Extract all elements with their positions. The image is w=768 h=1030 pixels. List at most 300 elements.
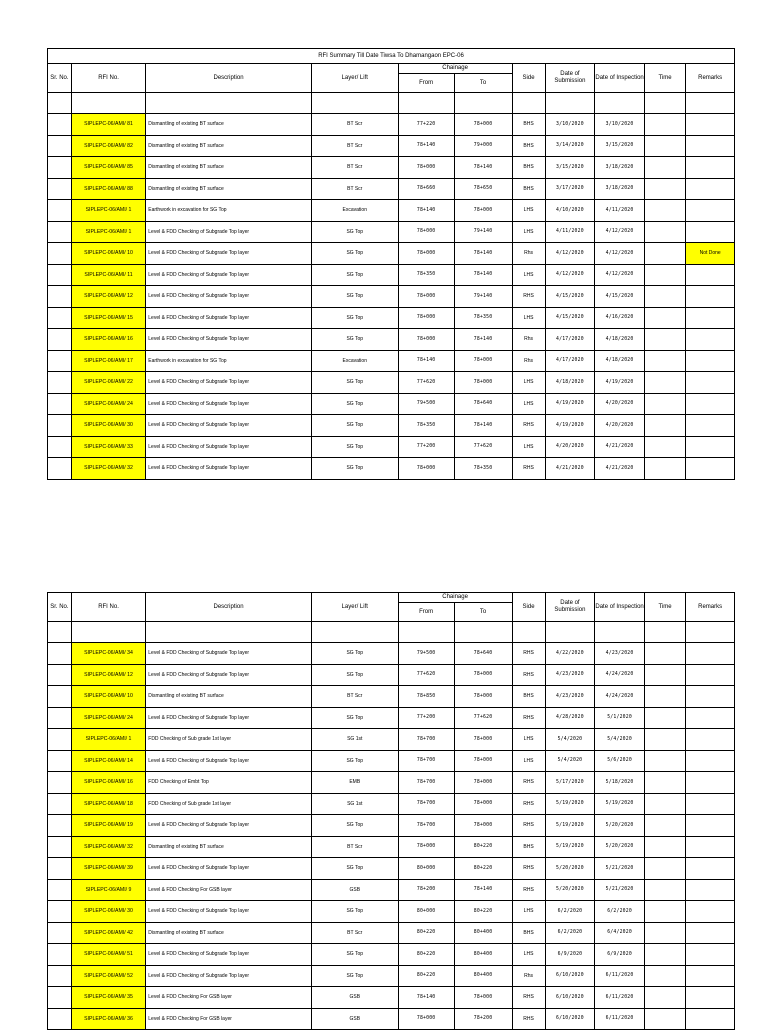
cell-rfi-no: SIPLEPC-06/AMI/ 85 xyxy=(71,157,145,179)
cell-description: Level & FDD Checking of Subgrade Top layer xyxy=(146,329,312,351)
cell-chainage-to: 78+000 xyxy=(454,114,512,136)
cell-side: Rhs xyxy=(512,350,545,372)
cell-chainage-from: 77+200 xyxy=(398,436,454,458)
cell-remarks xyxy=(686,264,735,286)
cell-chainage-from: 77+620 xyxy=(398,664,454,686)
header-remarks: Remarks xyxy=(686,593,735,622)
table-row xyxy=(48,879,735,901)
cell-date-inspection: 4/15/2020 xyxy=(595,286,645,308)
cell-date-inspection: 6/11/2020 xyxy=(595,1008,645,1030)
cell-sr-no xyxy=(48,157,72,179)
cell-rfi-no: SIPLEPC-06/AMI/ 33 xyxy=(71,436,145,458)
cell-chainage-to: 78+000 xyxy=(454,686,512,708)
cell-date-inspection: 4/24/2020 xyxy=(595,686,645,708)
cell-remarks xyxy=(686,729,735,751)
table-row xyxy=(48,286,735,308)
header-to: To xyxy=(454,74,512,93)
cell-layer: SG Top xyxy=(311,415,398,437)
cell-time xyxy=(644,436,685,458)
cell-date-inspection: 5/21/2020 xyxy=(595,879,645,901)
cell-description: Level & FDD Checking of Subgrade Top layer xyxy=(146,221,312,243)
cell-layer: SG 1st xyxy=(311,729,398,751)
cell-side: LHS xyxy=(512,944,545,966)
cell-side: Rhs xyxy=(512,329,545,351)
cell-date-inspection: 4/23/2020 xyxy=(595,643,645,665)
table-row xyxy=(48,686,735,708)
cell-time xyxy=(644,458,685,480)
cell-remarks xyxy=(686,436,735,458)
cell-rfi-no: SIPLEPC-06/AMI/ 17 xyxy=(71,350,145,372)
cell-date-submission: 4/22/2020 xyxy=(545,643,595,665)
cell-chainage-from: 78+000 xyxy=(398,458,454,480)
cell-remarks xyxy=(686,815,735,837)
cell-time xyxy=(644,415,685,437)
cell-chainage-from: 79+500 xyxy=(398,643,454,665)
cell-date-inspection: 5/4/2020 xyxy=(595,729,645,751)
cell-date-submission: 4/21/2020 xyxy=(545,458,595,480)
cell-chainage-to: 78+000 xyxy=(454,750,512,772)
cell-description: Level & FDD Checking of Subgrade Top layer xyxy=(146,901,312,923)
cell-layer: Excavation xyxy=(311,350,398,372)
cell-chainage-to: 78+140 xyxy=(454,329,512,351)
table-row xyxy=(48,836,735,858)
cell-side: LHS xyxy=(512,307,545,329)
cell-chainage-from: 78+000 xyxy=(398,221,454,243)
title-row xyxy=(48,49,735,64)
cell-remarks xyxy=(686,372,735,394)
cell-chainage-from: 78+850 xyxy=(398,686,454,708)
cell-remarks xyxy=(686,157,735,179)
cell-date-submission: 4/19/2020 xyxy=(545,415,595,437)
cell-date-inspection: 3/18/2020 xyxy=(595,157,645,179)
cell-chainage-from: 78+700 xyxy=(398,793,454,815)
cell-remarks xyxy=(686,965,735,987)
table-row xyxy=(48,772,735,794)
cell-description: Level & FDD Checking of Subgrade Top layer xyxy=(146,944,312,966)
cell-date-submission: 4/17/2020 xyxy=(545,350,595,372)
header-date-submission: Date of Submission xyxy=(545,593,595,622)
cell-rfi-no: SIPLEPC-06/AMI/ 82 xyxy=(71,135,145,157)
cell-sr-no xyxy=(48,307,72,329)
cell-sr-no xyxy=(48,944,72,966)
cell-side: Rhs xyxy=(512,965,545,987)
cell-rfi-no: SIPLEPC-06/AMI/ 32 xyxy=(71,458,145,480)
cell-date-submission: 4/23/2020 xyxy=(545,686,595,708)
cell-description: Level & FDD Checking of Subgrade Top layer xyxy=(146,243,312,265)
table-row xyxy=(48,922,735,944)
cell-side: LHS xyxy=(512,200,545,222)
cell-chainage-to: 79+140 xyxy=(454,221,512,243)
cell-layer: SG Top xyxy=(311,436,398,458)
cell-description: Level & FDD Checking of Subgrade Top layer xyxy=(146,643,312,665)
cell-description: Level & FDD Checking of Subgrade Top layer xyxy=(146,815,312,837)
cell-rfi-no: SIPLEPC-06/AMI/ 34 xyxy=(71,643,145,665)
cell-rfi-no: SIPLEPC-06/AMI/ 52 xyxy=(71,965,145,987)
cell-sr-no xyxy=(48,178,72,200)
spacer-row xyxy=(48,93,735,114)
cell-remarks xyxy=(686,307,735,329)
cell-remarks xyxy=(686,393,735,415)
cell-date-inspection: 4/21/2020 xyxy=(595,458,645,480)
header-chainage: Chainage xyxy=(398,64,512,74)
cell-chainage-from: 78+000 xyxy=(398,157,454,179)
cell-chainage-to: 78+640 xyxy=(454,643,512,665)
cell-remarks xyxy=(686,944,735,966)
cell-side: RHS xyxy=(512,643,545,665)
cell-chainage-from: 80+000 xyxy=(398,858,454,880)
table-row xyxy=(48,987,735,1009)
cell-chainage-from: 78+700 xyxy=(398,729,454,751)
header-date-inspection: Date of Inspection xyxy=(595,64,645,93)
cell-chainage-from: 80+220 xyxy=(398,922,454,944)
cell-description: Dismantling of existing BT surface xyxy=(146,114,312,136)
table-row xyxy=(48,944,735,966)
cell-sr-no xyxy=(48,987,72,1009)
cell-rfi-no: SIPLEPC-06/AMI/ 24 xyxy=(71,393,145,415)
header-side: Side xyxy=(512,593,545,622)
cell-time xyxy=(644,772,685,794)
cell-date-submission: 5/19/2020 xyxy=(545,793,595,815)
cell-date-submission: 4/28/2020 xyxy=(545,707,595,729)
cell-chainage-to: 78+000 xyxy=(454,729,512,751)
cell-time xyxy=(644,686,685,708)
cell-layer: SG Top xyxy=(311,643,398,665)
cell-side: LHS xyxy=(512,901,545,923)
cell-chainage-to: 78+350 xyxy=(454,458,512,480)
cell-date-submission: 5/20/2020 xyxy=(545,879,595,901)
cell-date-inspection: 4/21/2020 xyxy=(595,436,645,458)
cell-date-inspection: 6/4/2020 xyxy=(595,922,645,944)
table-row xyxy=(48,372,735,394)
cell-date-submission: 4/15/2020 xyxy=(545,307,595,329)
table-row xyxy=(48,458,735,480)
cell-date-submission: 4/18/2020 xyxy=(545,372,595,394)
cell-layer: BT Scr xyxy=(311,686,398,708)
table-row xyxy=(48,307,735,329)
cell-description: Dismantling of existing BT surface xyxy=(146,836,312,858)
cell-date-submission: 5/19/2020 xyxy=(545,815,595,837)
cell-side: RHS xyxy=(512,858,545,880)
cell-time xyxy=(644,350,685,372)
cell-chainage-from: 80+000 xyxy=(398,901,454,923)
cell-side: RHS xyxy=(512,815,545,837)
table-row xyxy=(48,815,735,837)
cell-remarks xyxy=(686,879,735,901)
cell-date-submission: 4/15/2020 xyxy=(545,286,595,308)
cell-chainage-to: 80+220 xyxy=(454,858,512,880)
cell-date-submission: 6/10/2020 xyxy=(545,965,595,987)
cell-date-inspection: 6/11/2020 xyxy=(595,965,645,987)
header-row xyxy=(48,593,735,603)
cell-side: LHS xyxy=(512,221,545,243)
cell-chainage-from: 80+220 xyxy=(398,965,454,987)
cell-time xyxy=(644,221,685,243)
cell-chainage-to: 78+350 xyxy=(454,307,512,329)
cell-remarks xyxy=(686,686,735,708)
cell-layer: SG Top xyxy=(311,944,398,966)
cell-remarks xyxy=(686,350,735,372)
cell-sr-no xyxy=(48,264,72,286)
cell-chainage-from: 78+200 xyxy=(398,879,454,901)
header-from: From xyxy=(398,74,454,93)
cell-chainage-to: 79+000 xyxy=(454,135,512,157)
cell-layer: SG Top xyxy=(311,965,398,987)
cell-chainage-to: 78+140 xyxy=(454,264,512,286)
cell-layer: SG Top xyxy=(311,393,398,415)
cell-time xyxy=(644,243,685,265)
cell-sr-no xyxy=(48,200,72,222)
cell-date-inspection: 5/1/2020 xyxy=(595,707,645,729)
table-row xyxy=(48,436,735,458)
cell-layer: SG Top xyxy=(311,329,398,351)
cell-description: Dismantling of existing BT surface xyxy=(146,922,312,944)
cell-rfi-no: SIPLEPC-06/AMI/ 10 xyxy=(71,243,145,265)
cell-date-submission: 5/17/2020 xyxy=(545,772,595,794)
cell-chainage-from: 79+500 xyxy=(398,393,454,415)
table-row xyxy=(48,793,735,815)
cell-time xyxy=(644,901,685,923)
cell-layer: BT Scr xyxy=(311,922,398,944)
cell-date-inspection: 4/18/2020 xyxy=(595,329,645,351)
table-row xyxy=(48,858,735,880)
cell-rfi-no: SIPLEPC-06/AMI/ 1 xyxy=(71,200,145,222)
cell-remarks xyxy=(686,458,735,480)
cell-rfi-no: SIPLEPC-06/AMI/ 16 xyxy=(71,329,145,351)
cell-chainage-from: 78+000 xyxy=(398,329,454,351)
cell-description: Level & FDD Checking For GSB layer xyxy=(146,1008,312,1030)
cell-layer: SG Top xyxy=(311,307,398,329)
cell-rfi-no: SIPLEPC-06/AMI/ 18 xyxy=(71,793,145,815)
cell-description: Earthwork in excavation for SG Top xyxy=(146,200,312,222)
header-side: Side xyxy=(512,64,545,93)
cell-rfi-no: SIPLEPC-06/AMI/ 32 xyxy=(71,836,145,858)
table-row xyxy=(48,664,735,686)
table-row xyxy=(48,178,735,200)
cell-description: FDD Checking of Sub grade 1st layer xyxy=(146,729,312,751)
cell-layer: SG Top xyxy=(311,221,398,243)
cell-remarks xyxy=(686,643,735,665)
cell-description: Level & FDD Checking of Subgrade Top layer xyxy=(146,372,312,394)
cell-rfi-no: SIPLEPC-06/AMI/ 30 xyxy=(71,415,145,437)
cell-remarks xyxy=(686,858,735,880)
cell-rfi-no: SIPLEPC-06/AMI/ 42 xyxy=(71,922,145,944)
cell-date-submission: 4/12/2020 xyxy=(545,264,595,286)
cell-description: Level & FDD Checking For GSB layer xyxy=(146,879,312,901)
cell-description: Dismantling of existing BT surface xyxy=(146,686,312,708)
cell-date-submission: 6/10/2020 xyxy=(545,987,595,1009)
cell-sr-no xyxy=(48,965,72,987)
cell-layer: SG Top xyxy=(311,243,398,265)
cell-side: RHS xyxy=(512,772,545,794)
cell-chainage-from: 80+220 xyxy=(398,944,454,966)
cell-description: Dismantling of existing BT surface xyxy=(146,135,312,157)
cell-chainage-from: 78+660 xyxy=(398,178,454,200)
cell-sr-no xyxy=(48,858,72,880)
table-row xyxy=(48,114,735,136)
cell-time xyxy=(644,393,685,415)
cell-date-inspection: 4/18/2020 xyxy=(595,350,645,372)
cell-chainage-to: 80+400 xyxy=(454,944,512,966)
cell-sr-no xyxy=(48,221,72,243)
cell-time xyxy=(644,200,685,222)
cell-remarks xyxy=(686,178,735,200)
header-date-inspection: Date of Inspection xyxy=(595,593,645,622)
cell-description: Level & FDD Checking of Subgrade Top layer xyxy=(146,286,312,308)
table-row xyxy=(48,329,735,351)
table-row xyxy=(48,750,735,772)
cell-chainage-from: 78+000 xyxy=(398,243,454,265)
cell-chainage-to: 78+000 xyxy=(454,372,512,394)
cell-date-inspection: 3/10/2020 xyxy=(595,114,645,136)
cell-side: LHS xyxy=(512,372,545,394)
cell-sr-no xyxy=(48,415,72,437)
cell-remarks xyxy=(686,114,735,136)
cell-chainage-to: 78+140 xyxy=(454,415,512,437)
cell-rfi-no: SIPLEPC-06/AMI/ 36 xyxy=(71,1008,145,1030)
cell-date-submission: 4/23/2020 xyxy=(545,664,595,686)
cell-description: Level & FDD Checking of Subgrade Top layer xyxy=(146,415,312,437)
cell-chainage-to: 78+200 xyxy=(454,1008,512,1030)
cell-layer: GSB xyxy=(311,879,398,901)
table-row xyxy=(48,965,735,987)
cell-rfi-no: SIPLEPC-06/AMI/ 14 xyxy=(71,750,145,772)
cell-time xyxy=(644,965,685,987)
cell-layer: BT Scr xyxy=(311,157,398,179)
table-row xyxy=(48,1008,735,1030)
cell-time xyxy=(644,114,685,136)
cell-side: RHS xyxy=(512,286,545,308)
cell-chainage-to: 80+400 xyxy=(454,965,512,987)
cell-rfi-no: SIPLEPC-06/AMI/ 81 xyxy=(71,114,145,136)
cell-remarks: Not Done xyxy=(686,243,735,265)
cell-description: Level & FDD Checking of Subgrade Top layer xyxy=(146,707,312,729)
cell-date-inspection: 5/18/2020 xyxy=(595,772,645,794)
cell-layer: SG Top xyxy=(311,458,398,480)
cell-rfi-no: SIPLEPC-06/AMI/ 16 xyxy=(71,772,145,794)
cell-sr-no xyxy=(48,664,72,686)
cell-rfi-no: SIPLEPC-06/AMI/ 19 xyxy=(71,815,145,837)
cell-description: Dismantling of existing BT surface xyxy=(146,157,312,179)
cell-time xyxy=(644,922,685,944)
cell-date-submission: 4/11/2020 xyxy=(545,221,595,243)
cell-date-inspection: 4/12/2020 xyxy=(595,243,645,265)
cell-side: LHS xyxy=(512,729,545,751)
header-date-submission: Date of Submission xyxy=(545,64,595,93)
cell-time xyxy=(644,836,685,858)
cell-chainage-to: 78+000 xyxy=(454,200,512,222)
cell-chainage-from: 78+140 xyxy=(398,350,454,372)
cell-chainage-to: 78+000 xyxy=(454,815,512,837)
table-row xyxy=(48,643,735,665)
cell-description: Earthwork in excavation for SG Top xyxy=(146,350,312,372)
rfi-summary-table-1 xyxy=(47,48,735,480)
cell-description: Level & FDD Checking of Subgrade Top layer xyxy=(146,393,312,415)
cell-description: Level & FDD Checking of Subgrade Top layer xyxy=(146,458,312,480)
table-row xyxy=(48,157,735,179)
cell-date-submission: 5/4/2020 xyxy=(545,750,595,772)
cell-side: RHS xyxy=(512,879,545,901)
header-rfi-no: RFI No. xyxy=(71,593,145,622)
cell-description: Level & FDD Checking of Subgrade Top layer xyxy=(146,307,312,329)
cell-chainage-to: 80+400 xyxy=(454,922,512,944)
cell-date-submission: 5/20/2020 xyxy=(545,858,595,880)
cell-date-inspection: 3/15/2020 xyxy=(595,135,645,157)
cell-sr-no xyxy=(48,643,72,665)
cell-remarks xyxy=(686,286,735,308)
cell-rfi-no: SIPLEPC-06/AMI/ 15 xyxy=(71,307,145,329)
cell-side: RHS xyxy=(512,1008,545,1030)
table-row xyxy=(48,393,735,415)
cell-chainage-to: 77+620 xyxy=(454,436,512,458)
cell-time xyxy=(644,135,685,157)
cell-sr-no xyxy=(48,729,72,751)
cell-side: BHS xyxy=(512,836,545,858)
cell-time xyxy=(644,1008,685,1030)
cell-chainage-from: 78+000 xyxy=(398,1008,454,1030)
cell-side: BHS xyxy=(512,157,545,179)
cell-sr-no xyxy=(48,1008,72,1030)
cell-remarks xyxy=(686,987,735,1009)
cell-sr-no xyxy=(48,815,72,837)
cell-rfi-no: SIPLEPC-06/AMI/ 30 xyxy=(71,901,145,923)
header-description: Description xyxy=(146,64,312,93)
cell-date-inspection: 4/16/2020 xyxy=(595,307,645,329)
cell-description: FDD Checking of Embt Top xyxy=(146,772,312,794)
cell-chainage-to: 78+140 xyxy=(454,243,512,265)
cell-rfi-no: SIPLEPC-06/AMI/ 11 xyxy=(71,264,145,286)
cell-description: Level & FDD Checking of Subgrade Top layer xyxy=(146,264,312,286)
cell-date-submission: 4/19/2020 xyxy=(545,393,595,415)
cell-time xyxy=(644,643,685,665)
cell-description: Level & FDD Checking of Subgrade Top layer xyxy=(146,664,312,686)
cell-chainage-from: 77+620 xyxy=(398,372,454,394)
cell-chainage-to: 78+640 xyxy=(454,393,512,415)
cell-layer: SG Top xyxy=(311,858,398,880)
cell-chainage-from: 78+350 xyxy=(398,264,454,286)
table-row xyxy=(48,200,735,222)
cell-rfi-no: SIPLEPC-06/AMI/ 39 xyxy=(71,858,145,880)
table-row xyxy=(48,264,735,286)
cell-sr-no xyxy=(48,135,72,157)
table-row xyxy=(48,221,735,243)
cell-chainage-to: 78+000 xyxy=(454,772,512,794)
cell-date-submission: 3/17/2020 xyxy=(545,178,595,200)
cell-sr-no xyxy=(48,329,72,351)
cell-date-inspection: 4/19/2020 xyxy=(595,372,645,394)
cell-remarks xyxy=(686,750,735,772)
cell-chainage-to: 80+220 xyxy=(454,901,512,923)
cell-chainage-from: 78+000 xyxy=(398,307,454,329)
cell-remarks xyxy=(686,772,735,794)
cell-description: FDD Checking of Sub grade 1st layer xyxy=(146,793,312,815)
cell-chainage-to: 78+140 xyxy=(454,879,512,901)
cell-time xyxy=(644,157,685,179)
cell-date-inspection: 5/21/2020 xyxy=(595,858,645,880)
cell-rfi-no: SIPLEPC-06/AMI/ 9 xyxy=(71,879,145,901)
cell-rfi-no: SIPLEPC-06/AMI/ 24 xyxy=(71,707,145,729)
cell-date-submission: 3/14/2020 xyxy=(545,135,595,157)
cell-side: LHS xyxy=(512,393,545,415)
cell-time xyxy=(644,329,685,351)
cell-rfi-no: SIPLEPC-06/AMI/ 1 xyxy=(71,221,145,243)
cell-chainage-to: 78+000 xyxy=(454,350,512,372)
cell-sr-no xyxy=(48,901,72,923)
cell-side: LHS xyxy=(512,436,545,458)
cell-time xyxy=(644,264,685,286)
cell-remarks xyxy=(686,836,735,858)
cell-side: LHS xyxy=(512,750,545,772)
cell-layer: SG 1st xyxy=(311,793,398,815)
